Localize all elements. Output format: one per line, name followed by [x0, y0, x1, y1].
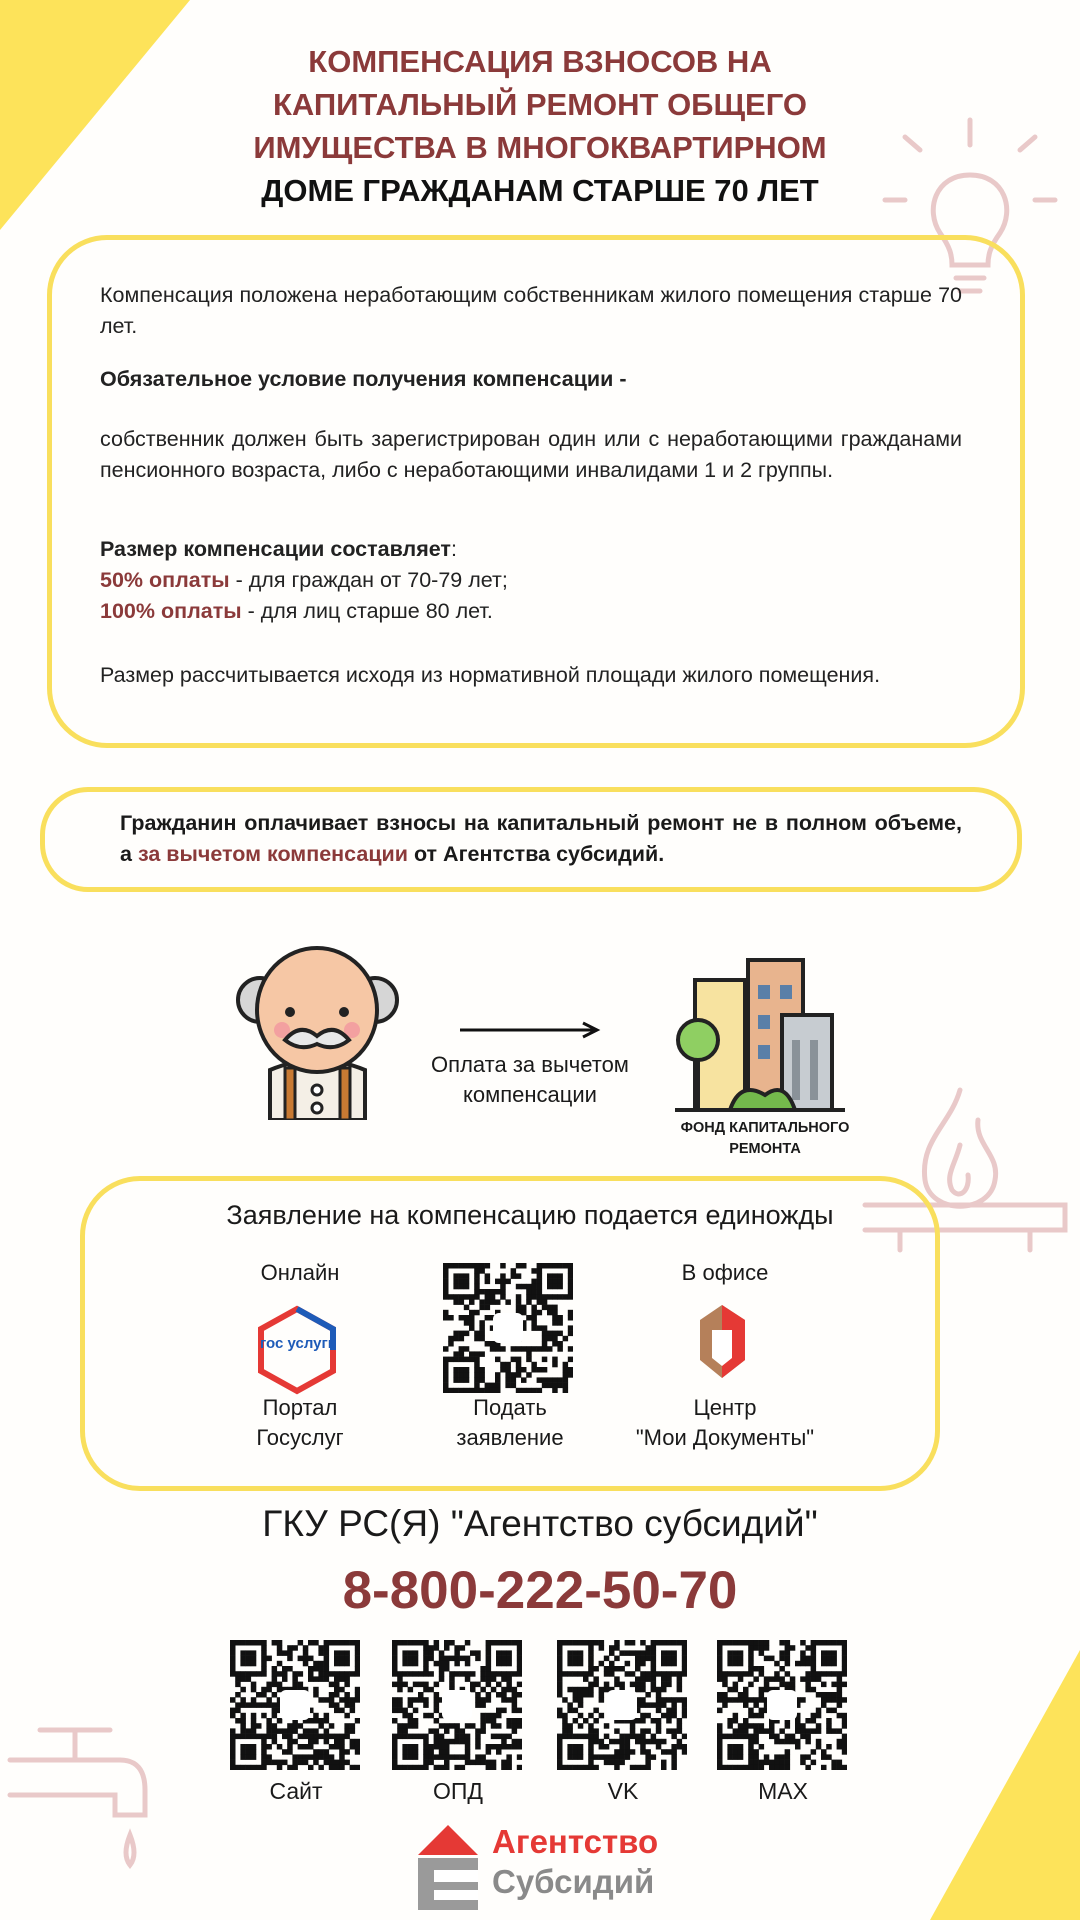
moi-dokumenty-logo[interactable]: [690, 1300, 755, 1385]
qr-code-max[interactable]: [717, 1640, 847, 1770]
elderly-man-icon: [230, 940, 405, 1120]
title-line-4: ДОМЕ ГРАЖДАНАМ СТАРШЕ 70 ЛЕТ: [261, 173, 819, 208]
arrow-label: Оплата за вычетом компенсации: [431, 1052, 629, 1107]
qr-code-site[interactable]: [230, 1640, 360, 1770]
page-title: [150, 40, 930, 212]
water-tap-icon: [0, 1715, 160, 1895]
office-caption-line1: Центр: [693, 1395, 757, 1420]
condition-title: Обязательное условие получения компенсации -: [100, 367, 627, 391]
rate-100-value: 100% оплаты: [100, 599, 242, 623]
note-highlight: за вычетом компенсации: [137, 842, 408, 866]
office-caption: [610, 1393, 840, 1453]
portal-caption: [220, 1393, 380, 1453]
application-qr-code[interactable]: [443, 1263, 573, 1393]
eligibility-text: Компенсация положена неработающим собственникам жилого помещения старше 70 лет.: [100, 283, 962, 338]
agency-logo-icon: [410, 1820, 485, 1915]
rate-50-text: - для граждан от 70-79 лет;: [229, 568, 508, 592]
office-caption-line2: "Мои Документы": [635, 1425, 815, 1450]
size-title: Размер компенсации составляет: [100, 537, 451, 561]
rate-100-text: - для лиц старше 80 лет.: [241, 599, 493, 623]
buildings-icon: [670, 940, 850, 1115]
qr-caption-line1: Подать: [473, 1395, 547, 1420]
agency-logo-line2: Субсидий: [492, 1863, 655, 1900]
qr-caption-line2: заявление: [456, 1425, 564, 1450]
calculation-note: Размер рассчитывается исходя из нормативной площади жилого помещения.: [100, 663, 881, 687]
qr-caption: [430, 1393, 590, 1453]
fund-label: ФОНД КАПИТАЛЬНОГО РЕМОНТА: [680, 1120, 850, 1157]
agency-logo-line1: Агентство: [492, 1823, 659, 1860]
qr-code-opd[interactable]: [392, 1640, 522, 1770]
rate-50-value: 50% оплаты: [100, 568, 230, 592]
online-label: Онлайн: [260, 1260, 340, 1285]
compensation-size: [100, 534, 962, 627]
payment-note: [120, 808, 962, 870]
qr-code-vk[interactable]: [557, 1640, 687, 1770]
phone-number[interactable]: 8-800-222-50-70: [342, 1561, 738, 1620]
portal-caption-line2: Госуслуг: [256, 1425, 344, 1450]
qr-label-vk: VK: [607, 1778, 639, 1804]
office-label: В офисе: [681, 1260, 769, 1285]
arrow-right-icon: [455, 1020, 605, 1040]
title-line-3: ИМУЩЕСТВА В МНОГОКВАРТИРНОМ: [253, 130, 827, 165]
gosuslugi-logo[interactable]: [255, 1305, 340, 1395]
organization-name: ГКУ РС(Я) "Агентство субсидий": [262, 1503, 818, 1544]
size-colon: :: [450, 537, 457, 561]
qr-label-opd: ОПД: [433, 1778, 483, 1804]
note-part-1: Гражданин оплачивает взносы на капитальный ремонт не в полном объеме, а: [120, 811, 962, 866]
title-line-1: КОМПЕНСАЦИЯ ВЗНОСОВ НА: [308, 44, 772, 79]
qr-label-site: Сайт: [269, 1778, 323, 1804]
corner-decoration-bottom-right: [930, 1650, 1080, 1920]
condition-text: собственник должен быть зарегистрирован один или с неработающими гражданами пенсионного возраста, либо с неработающими инвалидами 1 и 2 группы.: [100, 427, 962, 482]
application-heading: Заявление на компенсацию подается единожды: [226, 1200, 834, 1230]
note-part-2: от Агентства субсидий.: [407, 842, 665, 866]
gosuslugi-logo-text: гос услуги: [260, 1335, 337, 1352]
title-line-2: КАПИТАЛЬНЫЙ РЕМОНТ ОБЩЕГО: [272, 87, 808, 122]
qr-label-max: MAX: [758, 1778, 808, 1804]
portal-caption-line1: Портал: [262, 1395, 338, 1420]
